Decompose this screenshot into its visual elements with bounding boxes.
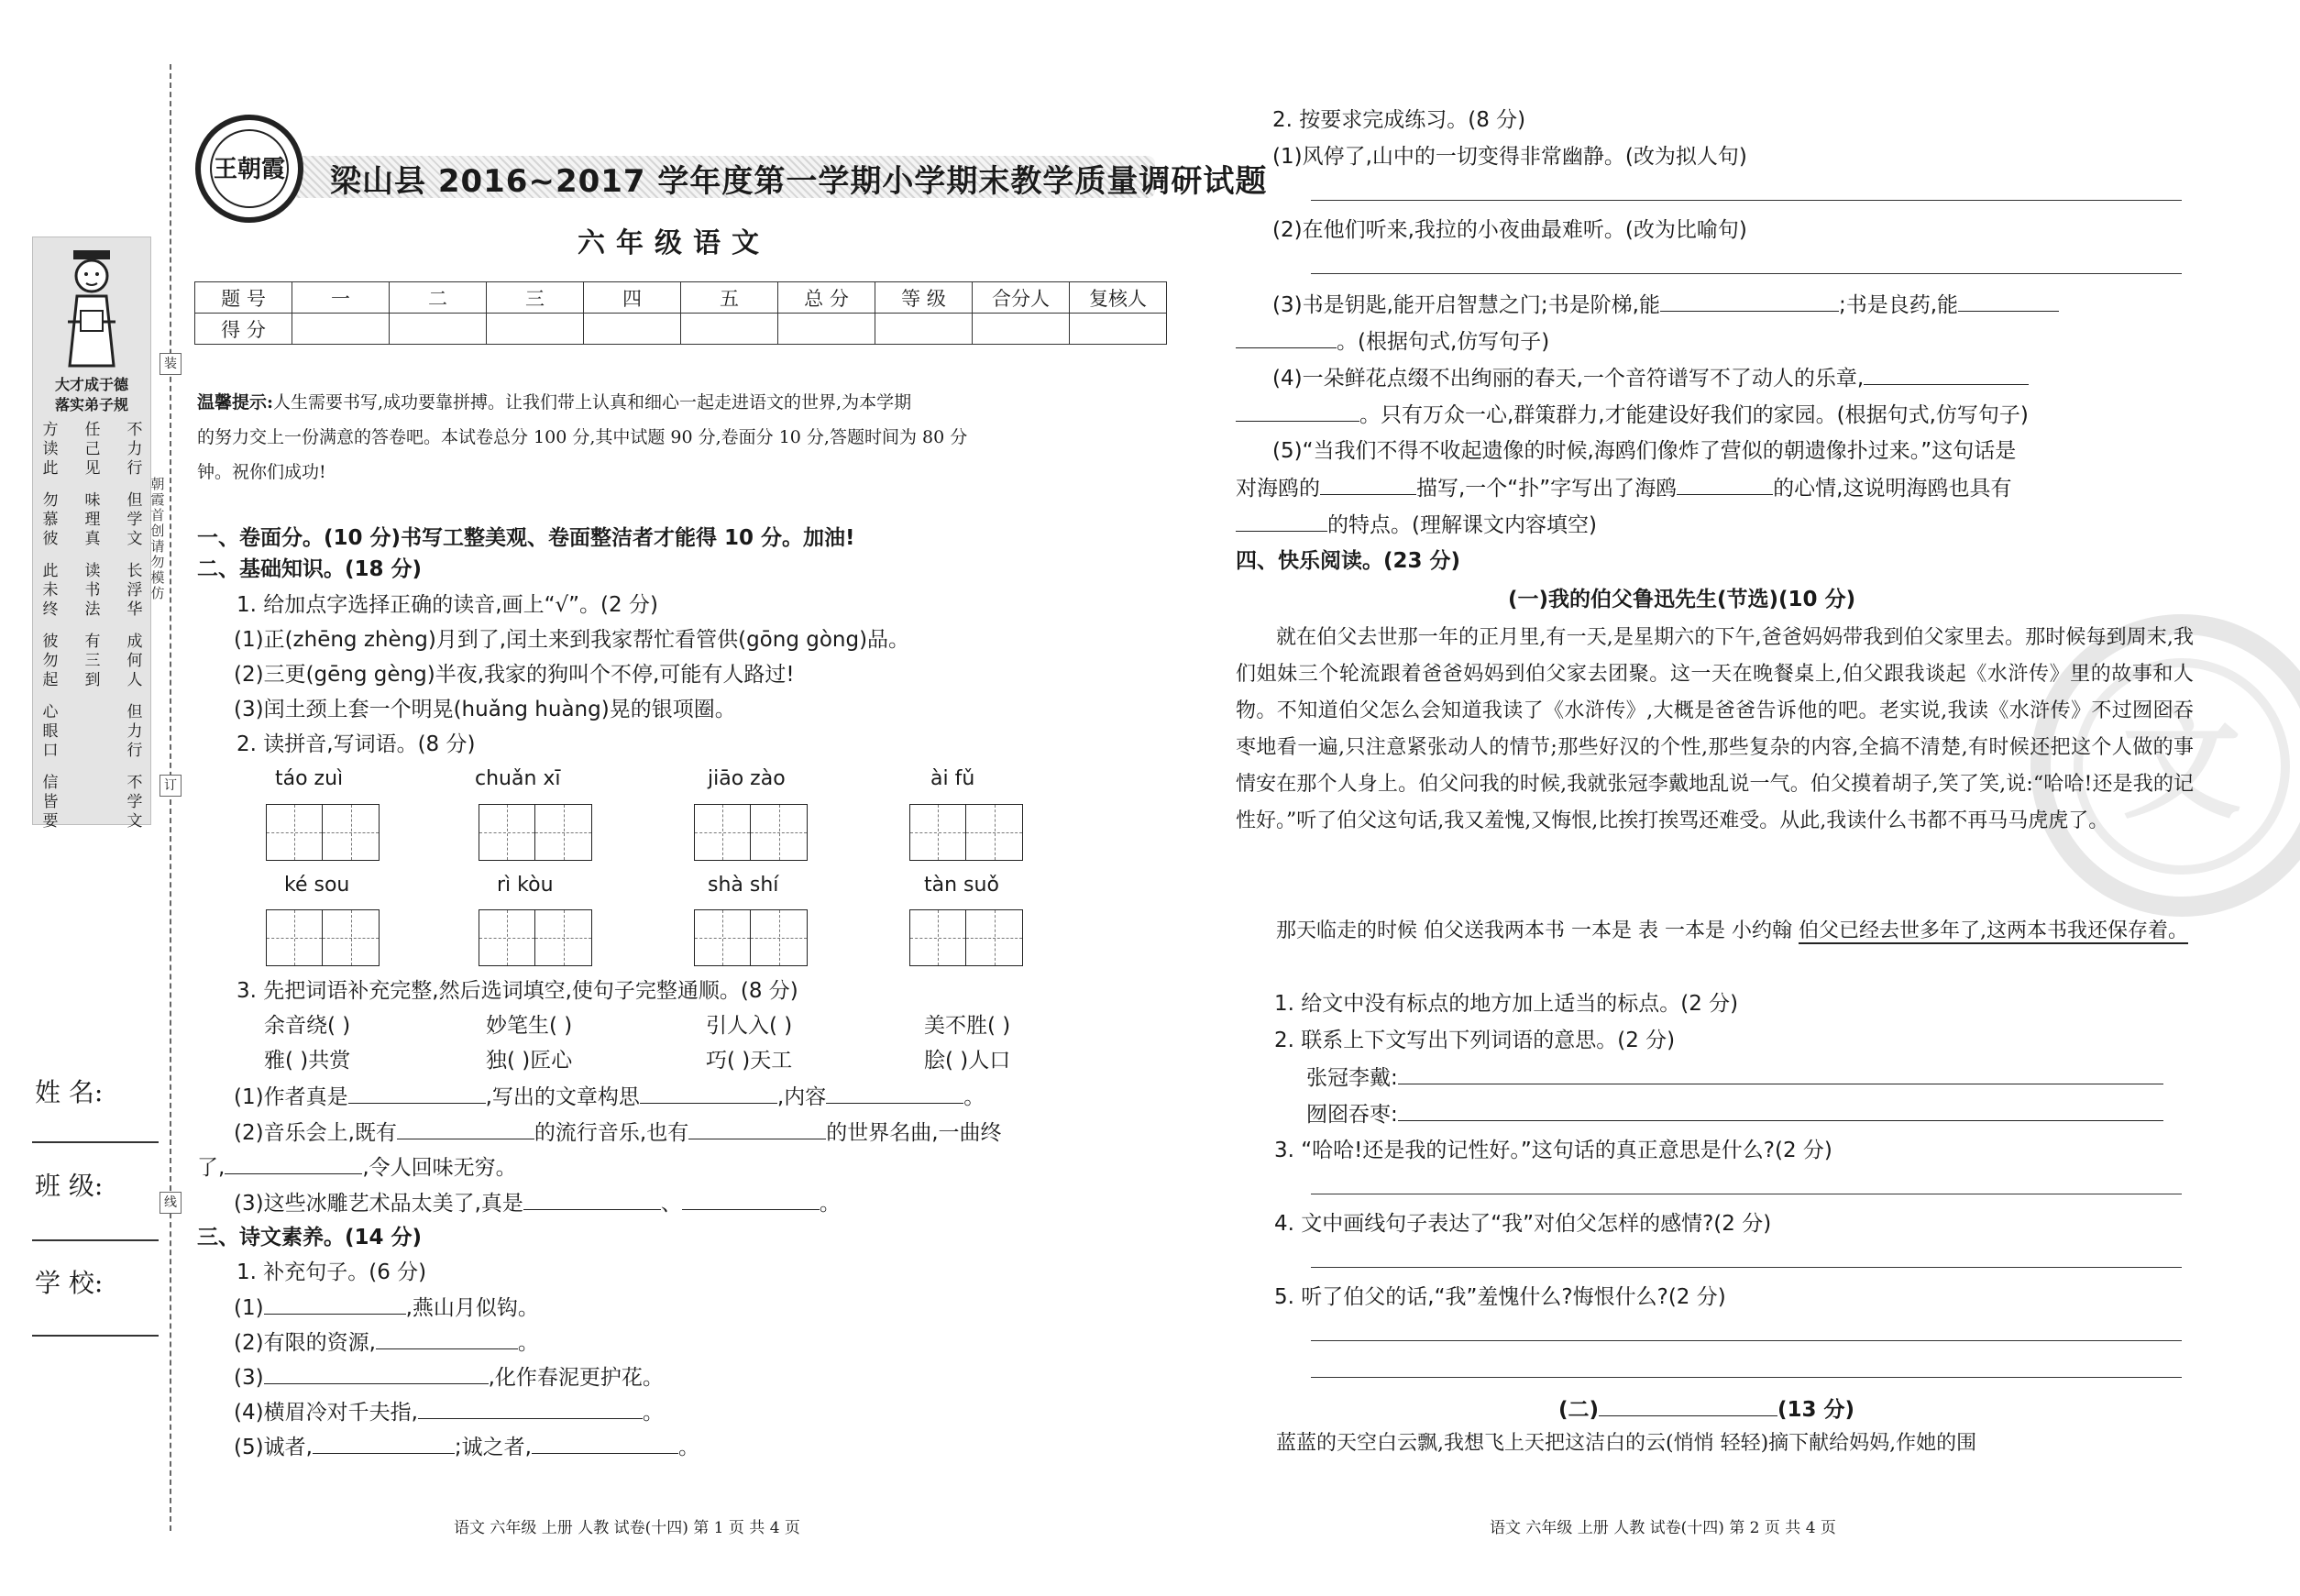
text: ;诚之者, — [454, 1436, 532, 1459]
school-label: 学 校: — [35, 1268, 104, 1298]
right-question-2b: (2)在他们听来,我拉的小夜曲最难听。(改为比喻句) — [1272, 218, 1747, 242]
motto-col — [83, 421, 103, 844]
right-question-2e: (5)“当我们不得不收起遗像的时候,海鸥们像炸了营似的朝遗像扑过来。”这句话是 — [1272, 439, 2017, 463]
idiom-blank[interactable]: 余音绕( ) — [264, 1014, 351, 1038]
poem-1d — [234, 1398, 664, 1426]
cut-mark-3: 线 — [160, 1192, 182, 1214]
reading-2-paragraph: 蓝蓝的天空白云飘,我想飞上天把这洁白的云(悄悄 轻轻)摘下献给妈妈,作她的围 — [1276, 1432, 1977, 1455]
idiom-blank[interactable]: 引人入( ) — [706, 1014, 793, 1038]
answer-blank[interactable] — [523, 1189, 661, 1210]
text: ,化作春泥更护花。 — [488, 1366, 664, 1390]
pinyin-label: ài fǔ — [930, 767, 975, 790]
motto-phrase: 任 己 见 — [84, 421, 101, 478]
text: 那天临走的时候 伯父送我两本书 一本是 表 一本是 小约翰 — [1276, 919, 1799, 942]
answer-blank[interactable] — [397, 1118, 534, 1139]
text: 的流行音乐,也有 — [534, 1121, 689, 1145]
cut-mark-2: 订 — [160, 775, 182, 797]
tip-line-1: 人生需要书写,成功要靠拼搏。让我们带上认真和细心一起走进语文的世界,为本学期 — [273, 392, 912, 413]
question-2: 2. 读拼音,写词语。(8 分) — [237, 732, 476, 756]
writing-grid[interactable] — [909, 804, 1023, 861]
score-header-cell: 一 — [292, 282, 390, 314]
question-3a — [234, 1083, 985, 1111]
score-header-cell: 二 — [390, 282, 487, 314]
score-header-cell: 复核人 — [1070, 282, 1167, 314]
grid-cell[interactable] — [535, 804, 592, 861]
score-value-row — [195, 314, 1167, 345]
question-1c[interactable]: (3)闰土颈上套一个明晃(huǎng huàng)晃的银项圈。 — [234, 698, 736, 721]
poem-1b — [234, 1328, 539, 1357]
section-1-heading: 一、卷面分。(10 分)书写工整美观、卷面整洁者才能得 10 分。加油! — [197, 526, 855, 550]
reading-q4: 4. 文中画线句子表达了“我”对伯父怎样的感情?(2 分) — [1274, 1212, 1772, 1236]
idiom-blank[interactable]: 巧( )天工 — [706, 1049, 793, 1073]
pinyin-label: jiāo zào — [708, 767, 786, 790]
writing-grid[interactable] — [266, 909, 380, 966]
grid-cell[interactable] — [751, 804, 808, 861]
right-question-2e-cont — [1236, 474, 2011, 502]
text: 、 — [660, 1192, 682, 1216]
motto-phrase: 成 何 人 — [127, 633, 143, 689]
score-header-cell: 等 级 — [875, 282, 973, 314]
text: (4)一朵鲜花点缀不出绚丽的春天,一个音符谱写不了动人的乐章, — [1272, 367, 1865, 391]
answer-blank[interactable] — [1320, 474, 1416, 495]
right-question-2c-cont — [1236, 327, 1549, 356]
publisher-logo-text: 王朝霞 — [210, 129, 289, 208]
motto-phrase: 味 理 真 — [84, 491, 101, 548]
grid-cell[interactable] — [909, 804, 966, 861]
text: ,令人回味无穷。 — [362, 1156, 517, 1180]
answer-blank[interactable] — [264, 1363, 489, 1384]
answer-blank[interactable] — [532, 1433, 678, 1454]
score-cell[interactable] — [390, 314, 487, 345]
publisher-logo — [195, 115, 303, 223]
score-header-cell: 三 — [487, 282, 584, 314]
title-blank[interactable] — [1599, 1395, 1777, 1416]
text: 。 — [517, 1331, 539, 1355]
text: 。 — [963, 1085, 985, 1109]
writing-grid[interactable] — [479, 804, 592, 861]
motto-col — [125, 421, 145, 844]
copyright-vertical-text: 朝 霞 首 创 请 勿 模 仿 — [150, 476, 165, 601]
motto-text — [33, 375, 150, 415]
motto-col — [40, 421, 61, 844]
right-question-2d — [1272, 364, 2029, 392]
motto-phrase: 有 三 到 — [84, 633, 101, 689]
motto-phrase: 不 学 文 — [127, 774, 143, 831]
cut-mark-1: 装 — [160, 353, 182, 375]
motto-columns — [40, 421, 145, 844]
idiom-blank[interactable]: 脍( )人口 — [924, 1049, 1011, 1073]
motto-phrase: 长 浮 华 — [127, 562, 143, 619]
writing-grid[interactable] — [909, 909, 1023, 966]
score-row-label: 得 分 — [195, 314, 292, 345]
answer-blank[interactable] — [376, 1328, 518, 1349]
subject-title: 六年级语文 — [578, 227, 770, 259]
reading-q3: 3. “哈哈!还是我的记性好。”这句话的真正意思是什么?(2 分) — [1274, 1139, 1832, 1162]
school-field[interactable] — [32, 1335, 159, 1337]
section-2-heading: 二、基础知识。(18 分) — [197, 557, 423, 581]
score-cell[interactable] — [292, 314, 390, 345]
answer-line[interactable] — [1311, 1377, 2182, 1378]
score-cell[interactable] — [778, 314, 875, 345]
underlined-sentence: 伯父已经去世多年了,这两本书我还保存着。 — [1798, 919, 2188, 942]
text: (3) — [234, 1366, 264, 1390]
right-question-2c — [1272, 291, 2059, 319]
grid-cell[interactable] — [323, 804, 380, 861]
score-cell[interactable] — [973, 314, 1070, 345]
score-header-cell: 五 — [681, 282, 778, 314]
answer-blank[interactable] — [1236, 327, 1337, 348]
text: (2)音乐会上,既有 — [234, 1121, 397, 1145]
question-3c — [234, 1189, 841, 1217]
motto-phrase: 不 力 行 — [127, 421, 143, 478]
idiom-blank[interactable]: 美不胜( ) — [924, 1014, 1011, 1038]
text: (5)诚者, — [234, 1436, 313, 1459]
reading-1-paragraph: 就在伯父去世那一年的正月里,有一天,是星期六的下午,爸爸妈妈带我到伯父家里去。那时候每到周末,我们姐妹三个轮流跟着爸爸妈妈到伯父家去团聚。这一天在晚餐桌上,伯父跟我谈起《水浒传》里的故事和人物。不知道伯父怎么会知道我读了《水浒传》,大概是爸爸告诉他的吧。老实说,我读《水浒传》不过囫囵吞枣地看一遍,只注意紧张动人的情节;那些好汉的个性,那些复杂的内容,全搞不清楚,有时候还把这个人做的事情安在那个人身上。伯父问我的时候,我就张冠李戴地乱说一气。伯父摸着胡子,笑了笑,说:“哈哈!还是我的记性好。”听了伯父这句话,我又羞愧,又悔恨,比挨打挨骂还难受。从此,我读什么书都不再马马虎虎了。 — [1236, 626, 2194, 832]
answer-blank[interactable] — [688, 1118, 826, 1139]
class-label: 班 级: — [35, 1171, 104, 1201]
pinyin-label: tàn suǒ — [924, 874, 999, 897]
answer-blank[interactable] — [1398, 1063, 2163, 1084]
section-3-heading: 三、诗文素养。(14 分) — [197, 1226, 423, 1249]
motto-phrase: 信 皆 要 — [42, 774, 59, 831]
writing-grid[interactable] — [694, 909, 808, 966]
name-field[interactable] — [32, 1141, 159, 1143]
answer-blank[interactable] — [1660, 291, 1839, 312]
answer-blank[interactable] — [1864, 364, 2029, 385]
motto-phrase: 彼 勿 起 — [42, 633, 59, 689]
answer-blank[interactable] — [264, 1293, 406, 1315]
grid-cell[interactable] — [479, 804, 535, 861]
text: 。 — [642, 1401, 664, 1425]
answer-blank[interactable] — [418, 1398, 643, 1419]
scholar-figure-icon — [61, 248, 123, 368]
right-question-2d-cont — [1236, 401, 2029, 429]
right-question-2: 2. 按要求完成练习。(8 分) — [1272, 108, 1526, 132]
exam-title: 梁山县 2016~2017 学年度第一学期小学期末教学质量调研试题 — [330, 163, 1268, 200]
score-header-cell: 题 号 — [195, 282, 292, 314]
pinyin-label: chuǎn xī — [475, 767, 561, 790]
text: (二) — [1558, 1398, 1600, 1422]
answer-blank[interactable] — [1236, 511, 1327, 532]
text: 。 — [677, 1436, 699, 1459]
answer-blank[interactable] — [1236, 401, 1359, 422]
answer-line[interactable] — [1311, 1267, 2182, 1268]
grid-cell[interactable] — [694, 909, 751, 966]
score-cell[interactable] — [584, 314, 681, 345]
question-3b — [234, 1118, 1002, 1147]
pinyin-label: táo zuì — [275, 767, 344, 790]
answer-line[interactable] — [1311, 273, 2182, 274]
grid-cell[interactable] — [909, 909, 966, 966]
grid-cell[interactable] — [266, 804, 323, 861]
right-question-2e-cont2 — [1236, 511, 1597, 539]
text: 对海鸥的 — [1236, 477, 1320, 501]
grid-cell[interactable] — [266, 909, 323, 966]
answer-line[interactable] — [1311, 200, 2182, 201]
motto-phrase: 心 眼 口 — [42, 703, 59, 760]
text: 。 — [819, 1192, 841, 1216]
answer-blank[interactable] — [640, 1083, 777, 1104]
score-cell[interactable] — [875, 314, 973, 345]
watermark-seal-inner: 文 — [2074, 658, 2290, 875]
text: ,燕山月似钩。 — [405, 1296, 539, 1320]
tip-line-3: 钟。祝你们成功! — [197, 462, 326, 482]
left-page-footer: 语文 六年级 上册 人教 试卷(十四) 第 1 页 共 4 页 — [454, 1519, 800, 1537]
binding-dash-line — [170, 64, 171, 1531]
question-1a[interactable]: (1)正(zhēng zhèng)月到了,闰土来到我家帮忙看管供(gōng gòng)品。 — [234, 628, 910, 652]
motto-line-2: 落实弟子规 — [54, 396, 128, 413]
grid-cell[interactable] — [535, 909, 592, 966]
reading-2-title — [1558, 1395, 1854, 1424]
motto-phrase: 但 力 行 — [127, 703, 143, 760]
grid-cell[interactable] — [479, 909, 535, 966]
score-header-cell: 总 分 — [778, 282, 875, 314]
score-cell[interactable] — [681, 314, 778, 345]
score-header-cell: 四 — [584, 282, 681, 314]
reading-q2b — [1306, 1100, 2163, 1128]
motto-line-1: 大才成于德 — [54, 376, 128, 393]
motto-phrase: 此 未 终 — [42, 562, 59, 619]
tip-line-2: 的努力交上一份满意的答卷吧。本试卷总分 100 分,其中试题 90 分,卷面分 10 分,答题时间为 80 分 — [197, 427, 968, 447]
text: (3)这些冰雕艺术品太美了,真是 — [234, 1192, 523, 1216]
idiom-blank[interactable]: 妙笔生( ) — [486, 1014, 573, 1038]
grid-cell[interactable] — [751, 909, 808, 966]
score-cell[interactable] — [487, 314, 584, 345]
poem-question-1: 1. 补充句子。(6 分) — [237, 1260, 427, 1284]
pinyin-label: rì kòu — [497, 874, 554, 897]
text: 的心情,这说明海鸥也具有 — [1773, 477, 2012, 501]
reading-q2a — [1306, 1063, 2163, 1092]
answer-line[interactable] — [1311, 1340, 2182, 1341]
score-header-row — [195, 282, 1167, 314]
text: (13 分) — [1777, 1398, 1855, 1422]
poem-1c — [234, 1363, 664, 1392]
answer-blank[interactable] — [1398, 1100, 2163, 1121]
poem-1e — [234, 1433, 699, 1461]
motto-phrase: 勿 慕 彼 — [42, 491, 59, 548]
idiom-blank[interactable]: 雅( )共赏 — [264, 1049, 351, 1073]
answer-blank[interactable] — [682, 1189, 820, 1210]
answer-blank[interactable] — [1958, 291, 2059, 312]
score-cell[interactable] — [1070, 314, 1167, 345]
motto-phrase: 但 学 文 — [127, 491, 143, 548]
warm-tip — [197, 385, 1160, 490]
section-4-heading: 四、快乐阅读。(23 分) — [1236, 549, 1461, 573]
answer-blank[interactable] — [225, 1153, 362, 1174]
reading-1-paragraph-2 — [1236, 913, 2194, 950]
grid-cell[interactable] — [323, 909, 380, 966]
reading-1-title: (一)我的伯父鲁迅先生(节选)(10 分) — [1508, 588, 1856, 611]
grid-cell[interactable] — [694, 804, 751, 861]
reading-q5: 5. 听了伯父的话,“我”羞愧什么?悔恨什么?(2 分) — [1274, 1285, 1726, 1309]
text: 描写,一个“扑”字写出了海鸥 — [1416, 477, 1678, 501]
question-3: 3. 先把词语补充完整,然后选词填空,使句子完整通顺。(8 分) — [237, 979, 798, 1003]
text: 的特点。(理解课文内容填空) — [1327, 513, 1597, 537]
text: 张冠李戴: — [1306, 1066, 1398, 1090]
answer-blank[interactable] — [313, 1433, 455, 1454]
text: 。(根据句式,仿写句子) — [1337, 330, 1550, 354]
text: ,写出的文章构思 — [485, 1085, 640, 1109]
answer-blank[interactable] — [348, 1083, 486, 1104]
motto-panel — [32, 237, 151, 831]
pinyin-label: ké sou — [284, 874, 350, 897]
writing-grid[interactable] — [479, 909, 592, 966]
pinyin-label: shà shí — [708, 874, 779, 897]
text: (1)作者真是 — [234, 1085, 348, 1109]
text: (3)书是钥匙,能开启智慧之门;书是阶梯,能 — [1272, 293, 1660, 317]
grid-cell[interactable] — [966, 804, 1023, 861]
writing-grid[interactable] — [266, 804, 380, 861]
motto-phrase: 方 读 此 — [42, 421, 59, 478]
question-3b-cont — [197, 1153, 517, 1182]
right-page-footer: 语文 六年级 上册 人教 试卷(十四) 第 2 页 共 4 页 — [1490, 1519, 1836, 1537]
question-1b[interactable]: (2)三更(gēng gèng)半夜,我家的狗叫个不停,可能有人路过! — [234, 663, 795, 687]
score-header-cell: 合分人 — [973, 282, 1070, 314]
class-field[interactable] — [32, 1239, 159, 1241]
writing-grid[interactable] — [694, 804, 808, 861]
motto-phrase: 读 书 法 — [84, 562, 101, 619]
text: (4)横眉冷对千夫指, — [234, 1401, 418, 1425]
text: 的世界名曲,一曲终 — [826, 1121, 1002, 1145]
reading-q2: 2. 联系上下文写出下列词语的意思。(2 分) — [1274, 1029, 1676, 1052]
poem-1a — [234, 1293, 539, 1322]
text: (1) — [234, 1296, 264, 1320]
question-1: 1. 给加点字选择正确的读音,画上“√”。(2 分) — [237, 593, 658, 617]
right-question-2a: (1)风停了,山中的一切变得非常幽静。(改为拟人句) — [1272, 145, 1747, 169]
answer-blank[interactable] — [826, 1083, 963, 1104]
text: 。只有万众一心,群策群力,才能建设好我们的家园。(根据句式,仿写句子) — [1359, 403, 2029, 427]
idiom-blank[interactable]: 独( )匠心 — [486, 1049, 573, 1073]
text: ;书是良药,能 — [1838, 293, 1959, 317]
text: ,内容 — [776, 1085, 827, 1109]
text: 了, — [197, 1156, 226, 1180]
tip-label: 温馨提示: — [197, 392, 274, 413]
name-label: 姓 名: — [35, 1077, 104, 1107]
score-table — [194, 281, 1167, 345]
text: (2)有限的资源, — [234, 1331, 376, 1355]
answer-blank[interactable] — [1677, 474, 1773, 495]
reading-q1: 1. 给文中没有标点的地方加上适当的标点。(2 分) — [1274, 992, 1739, 1016]
text: 囫囵吞枣: — [1306, 1103, 1398, 1127]
grid-cell[interactable] — [966, 909, 1023, 966]
